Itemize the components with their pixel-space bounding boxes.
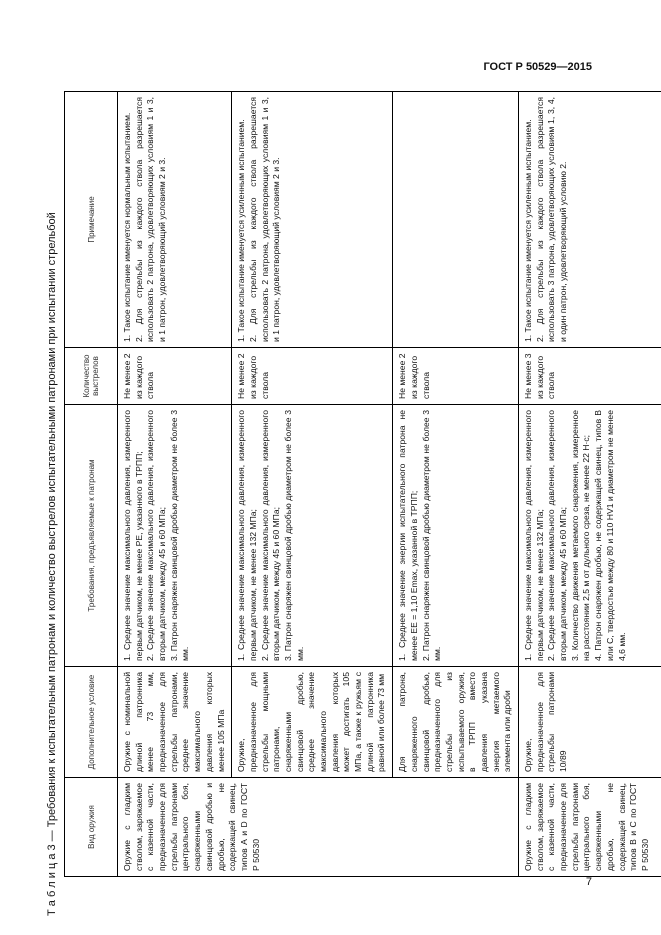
notes-cell xyxy=(118,92,232,348)
condition-cell: Оружие, предназначенное для стрельбы мощными патронами, снаряженными свинцовой дробью, среднее значение максимального давления которых может достигать 105 МПа, а также к ружьям с длиной патронника равной или более 73 мм xyxy=(232,667,393,778)
note-item: 1. Такое испытание именуется нормальным испытанием. xyxy=(122,112,132,342)
shots-cell: Не менее 2 из каждого ствола xyxy=(118,348,232,405)
requirement-item: 1. Среднее значение энергии испытательного патрона не менее EE = 1,10 Emax, указанной в ТРПП; xyxy=(397,410,419,661)
note-item: 2. Для стрельбы из каждого ствола разрешается использовать 3 патрона, удовлетворяющих условиям 1, 3, 4, и один патрон, удовлетворяющий условию 2. xyxy=(534,97,569,342)
requirement-item: 4. Патрон снаряжен дробью, не содержащей свинец, типов В или С, твердостью между 80 и 110 HV1 и диаметром не менее 4,6 мм. xyxy=(593,410,627,661)
table-row xyxy=(393,92,519,877)
page-number: 7 xyxy=(585,876,592,888)
notes-cell xyxy=(519,92,661,348)
condition-cell: Для патрона, снаряженного свинцовой дробью, предназначенного для стрельбы из испытываемого оружия, в ТРПП вместо давления указана энергия метаемого элемента или дроби xyxy=(393,667,519,778)
requirement-item: 3. Патрон снаряжен свинцовой дробью диаметром не более 3 мм. xyxy=(282,410,305,661)
requirements-table xyxy=(64,91,661,877)
shots-cell: Не менее 2 из каждого ствола xyxy=(393,348,519,405)
requirements-cell xyxy=(393,405,519,667)
rotated-table-wrapper xyxy=(64,92,650,877)
weapon-cell: Оружие с гладким стволом, заряжаемое с казенной части, предназначенное для стрельбы патронами центрального боя, снаряженными дробью, не содержащей свинец, типов В и С по ГОСТ Р 50530 xyxy=(519,778,661,877)
table-row xyxy=(232,92,393,877)
notes-cell xyxy=(393,92,519,348)
document-code: ГОСТ Р 50529—2015 xyxy=(483,61,592,73)
requirement-item: 3. Патрон снаряжен свинцовой дробью диаметром не более 3 мм. xyxy=(168,410,191,661)
table-header-row xyxy=(65,92,118,877)
requirement-item: 2. Среднее значение максимального давления, измеренного вторым датчиком, между 45 и 60 МПа; xyxy=(259,410,282,661)
condition-cell: Оружие с номинальной длиной патронника менее 73 мм, предназначенное для стрельбы патронами, среднее значение максимального давления которых менее 105 МПа xyxy=(118,667,232,778)
requirement-item: 2. Среднее значение максимального давления, измеренного вторым датчиком, между 45 и 60 МПа; xyxy=(145,410,168,661)
note-item: 1. Такое испытание именуется усиленным испытанием. xyxy=(236,119,247,342)
shots-cell: Не менее 2 из каждого ствола xyxy=(232,348,393,405)
requirement-item: 2. Среднее значение максимального давления, измеренного вторым датчиком, между 45 и 60 МПа; xyxy=(546,410,569,661)
requirements-cell xyxy=(232,405,393,667)
note-item: 1. Такое испытание именуется усиленным испытанием. xyxy=(523,119,533,342)
table-row xyxy=(519,92,661,877)
notes-cell xyxy=(232,92,393,348)
shots-cell: Не менее 3 из каждого ствола xyxy=(519,348,661,405)
note-item: 2. Для стрельбы из каждого ствола разрешается использовать 2 патрона, удовлетворяющих условиям 1 и 3, и 1 патрон, удовлетворяющий условиям 2 и 3. xyxy=(133,97,168,342)
requirement-item: 3. Количество движения метаемого снаряжения, измеренное на расстоянии 2,5 м от дульного среза, не менее 22 Н·с; xyxy=(569,410,592,661)
note-item: 2. Для стрельбы из каждого ствола разрешается использовать 2 патрона, удовлетворяющих условиям 1 и 3, и 1 патрон, удовлетворяющий условиям 2 и 3. xyxy=(247,97,282,342)
requirement-item: 2. Патрон снаряжен свинцовой дробью диаметром не более 3 мм. xyxy=(420,410,443,661)
column-header-weapon: Вид оружия xyxy=(65,778,118,877)
column-header-shots: Количество выстрелов xyxy=(65,348,118,405)
condition-cell: Оружие, предназначенное для стрельбы патронами 10/89 xyxy=(519,667,661,778)
requirement-item: 1. Среднее значение максимального давления, измеренного первым датчиком, не менее 132 МПа; xyxy=(523,410,545,661)
requirements-cell xyxy=(519,405,661,667)
column-header-notes: Примечание xyxy=(65,92,118,348)
weapon-cell: Оружие с гладким стволом, заряжаемое с казенной части, предназначенное для стрельбы патронами центрального боя, снаряженными свинцовой дробью и дробью, не содержащей свинец, типов А и D по ГОСТ Р 50530 xyxy=(118,778,519,877)
requirement-item: 1. Среднее значение максимального давления, измеренного первым датчиком, не менее 132 МПа; xyxy=(236,410,258,661)
column-header-condition: Дополнительное условие xyxy=(65,667,118,778)
column-header-requirements: Требования, предъявляемые к патронам xyxy=(65,405,118,667)
table-row xyxy=(118,92,232,877)
requirements-cell xyxy=(118,405,232,667)
requirement-item: 1. Среднее значение максимального давления, измеренного первым датчиком, не менее PE, указанного в ТРПП; xyxy=(122,410,144,661)
table-caption: Т а б л и ц а 3 — Требования к испытательным патронам и количество выстрелов испытательными патронами при испытании стрельбой xyxy=(46,212,58,916)
